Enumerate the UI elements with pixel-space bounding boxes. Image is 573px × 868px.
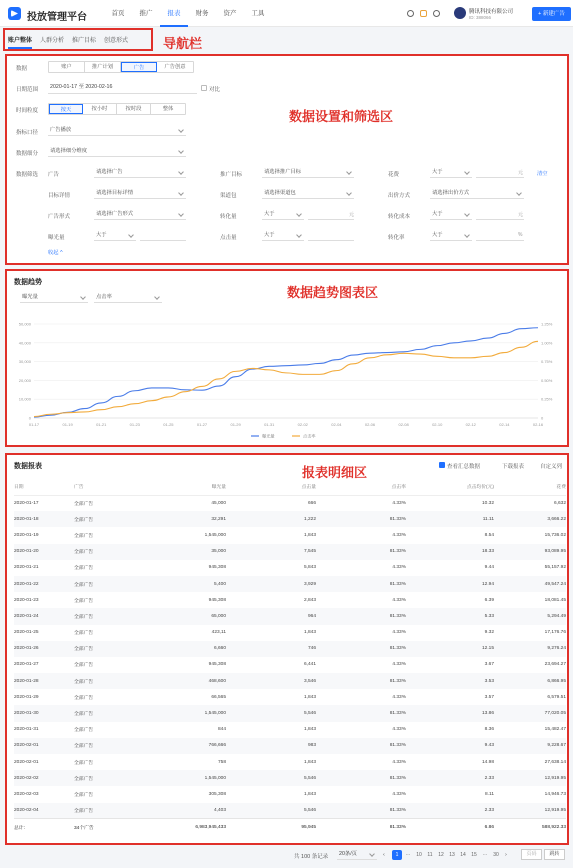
page-13[interactable]: 13 [449, 852, 455, 858]
table-cell: 1,545,000 [204, 532, 226, 538]
nav-highlight-box [3, 28, 153, 51]
trend-title: 数据趋势 [14, 279, 42, 286]
col-ad[interactable]: 广告 [74, 484, 84, 490]
help-icon[interactable] [433, 10, 440, 17]
table-cell: 66,565 [211, 694, 226, 700]
table-cell: 5,294.49 [547, 613, 566, 619]
x-tick-label: 02-14 [499, 422, 510, 427]
table-cell: 2020-01-24 [14, 613, 39, 619]
table-cell: 5,843 [303, 565, 316, 571]
table-cell: 3,546 [303, 678, 316, 684]
table-cell: 全部广告 [74, 550, 94, 556]
table-cell: 11.11 [482, 516, 494, 522]
page-ellipsis[interactable]: ··· [405, 852, 411, 858]
filter-label: 数据筛选 [16, 172, 39, 178]
y-left-tick-label: 50,000 [18, 321, 31, 327]
table-cell: 305,308 [208, 791, 226, 797]
breakdown-label: 数据细分 [16, 151, 39, 157]
table-cell: 17,176.76 [544, 630, 566, 636]
add-circle-icon[interactable] [407, 10, 414, 17]
table-cell: 6,441 [303, 662, 316, 668]
account-id: ID: 388066 [469, 15, 492, 20]
table-cell: 3.53 [484, 678, 494, 684]
col-date[interactable]: 日期 [14, 484, 24, 490]
table-cell: 全部广告 [74, 792, 94, 798]
total-cell: 6,983,945,433 [195, 824, 226, 830]
x-tick-label: 02-16 [532, 422, 544, 427]
notification-icon[interactable] [420, 10, 427, 17]
table-cell: 9.44 [484, 565, 494, 571]
table-cell: 5.33 [484, 613, 494, 619]
page-14[interactable]: 14 [460, 852, 466, 858]
table-cell: 全部广告 [74, 776, 94, 782]
table-cell: 18.33 [481, 549, 494, 555]
table-cell: 2020-01-22 [14, 581, 39, 587]
table-cell: 全部广告 [74, 582, 94, 588]
table-cell: 2020-02-03 [14, 791, 39, 797]
report-highlight-box [5, 453, 569, 845]
table-cell: 10.32 [481, 500, 494, 506]
table-cell: 1,843 [303, 532, 316, 538]
x-tick-label: 02-02 [297, 422, 308, 427]
table-cell: 81.33% [389, 775, 406, 781]
table-cell: 746 [307, 646, 316, 652]
pager-total: 共 100 条记录 [294, 854, 329, 860]
table-cell: 4,403 [213, 807, 226, 813]
breakdown-select[interactable]: 请选择细分维度 [48, 146, 186, 157]
table-cell: 6,866.95 [547, 678, 566, 684]
y-left-tick-label: 10,000 [18, 396, 31, 402]
pager-prev-icon[interactable]: ‹ [383, 852, 385, 858]
table-cell: 全部广告 [74, 614, 94, 620]
table-cell: 4.33% [392, 662, 406, 668]
custom-columns-button[interactable]: 自定义列 [540, 464, 563, 470]
filter-cost-op[interactable]: 大于 [430, 167, 472, 178]
table-cell: 1,843 [303, 727, 316, 733]
table-cell: 12.15 [481, 646, 494, 652]
table-cell: 6,579.51 [547, 694, 566, 700]
table-cell: 8.54 [484, 532, 494, 538]
table-cell: 2020-01-29 [14, 694, 39, 700]
filter-goal-select[interactable]: 请选择推广目标 [262, 167, 354, 178]
table-cell: 55,157.92 [544, 565, 566, 571]
company-name[interactable]: 腾讯科技有限公司 [469, 9, 514, 15]
tab-audience[interactable]: 人群分析 [40, 38, 65, 44]
y-left-tick-label: 30,000 [18, 359, 31, 365]
x-tick-label: 01-29 [230, 422, 241, 427]
filter-cvr-op[interactable]: 大于 [430, 230, 472, 241]
time-tab-overall[interactable]: 整体 [162, 106, 174, 112]
table-cell: 12,919.95 [544, 775, 566, 781]
table-cell: 1,545,000 [204, 775, 226, 781]
x-tick-label: 01-17 [28, 422, 40, 427]
table-cell: 45,000 [211, 500, 226, 506]
col-clicks[interactable]: 点击量 [301, 484, 316, 490]
table-cell: 全部广告 [74, 517, 94, 523]
table-cell: 1,545,000 [204, 711, 226, 717]
table-cell: 8.11 [485, 791, 494, 797]
table-cell: 81.33% [389, 646, 406, 652]
nav-finance[interactable]: 财务 [195, 10, 209, 17]
col-impressions[interactable]: 曝光量 [211, 484, 226, 490]
page-12[interactable]: 12 [438, 852, 444, 858]
page-11[interactable]: 11 [427, 852, 433, 858]
table-cell: 3.67 [484, 662, 494, 668]
table-cell: 5,400 [213, 581, 226, 587]
goto-page-input[interactable]: 页码 [521, 849, 542, 860]
total-cell: 588,922.33 [541, 824, 566, 830]
filter-impression-label: 曝光量 [48, 235, 65, 241]
y-right-tick-label: 0.25% [541, 396, 553, 402]
table-cell: 766,666 [208, 743, 226, 749]
table-cell: 8.36 [484, 727, 494, 733]
table-cell: 35,000 [211, 549, 226, 555]
table-cell: 2020-01-20 [14, 549, 39, 555]
filter-cvr-unit: % [518, 232, 523, 238]
page-30[interactable]: 30 [493, 852, 499, 858]
total-cell: 6.86 [484, 824, 494, 830]
filter-conv-cost-label: 转化成本 [388, 214, 411, 220]
filter-conversion-op[interactable]: 大于 [262, 209, 304, 220]
top-bar [0, 0, 573, 27]
table-cell: 4.33% [392, 694, 406, 700]
date-range-picker[interactable]: 2020-01-17 至 2020-02-16 [48, 82, 197, 94]
trend-metric2-select[interactable]: 点击率 [94, 292, 162, 303]
page-ellipsis-2[interactable]: ··· [482, 852, 488, 858]
dim-tab-ad[interactable]: 广告 [121, 62, 157, 72]
table-cell: 18,081.45 [544, 597, 566, 603]
download-report-button[interactable]: 下载报表 [502, 464, 525, 470]
total-cell: 81.33% [389, 824, 406, 830]
filter-cost-label: 花费 [388, 172, 400, 178]
table-cell: 全部广告 [74, 533, 94, 539]
nav-tools[interactable]: 工具 [251, 10, 265, 17]
table-cell: 2020-01-27 [14, 662, 39, 668]
table-cell: 844 [217, 727, 226, 733]
table-cell: 全部广告 [74, 679, 94, 685]
table-cell: 2020-01-30 [14, 711, 39, 717]
x-tick-label: 02-12 [465, 422, 476, 427]
table-cell: 81.33% [389, 613, 406, 619]
dim-label: 数据 [16, 66, 28, 72]
filter-format-label: 广告形式 [48, 214, 71, 220]
filter-goal-detail-select[interactable]: 请选择目标详情 [94, 188, 186, 199]
date-label: 日期范围 [16, 87, 39, 93]
col-ctr[interactable]: 点击率 [391, 484, 406, 490]
time-tab-period[interactable]: 按时段 [117, 104, 151, 114]
x-tick-label: 01-25 [163, 422, 174, 427]
page-15[interactable]: 15 [471, 852, 477, 858]
x-tick-label: 02-08 [398, 422, 409, 427]
time-tab-day[interactable]: 按天 [49, 104, 83, 114]
table-cell: 423,11 [211, 630, 226, 636]
x-tick-label: 01-23 [129, 422, 140, 427]
table-cell: 65,000 [211, 613, 226, 619]
table-cell: 全部广告 [74, 598, 94, 604]
filter-click-op[interactable]: 大于 [262, 230, 304, 241]
metric-label: 指标口径 [16, 130, 39, 136]
table-cell: 666 [307, 500, 316, 506]
table-cell: 468,600 [208, 678, 226, 684]
filter-annotation: 数据设置和筛选区 [289, 109, 394, 124]
table-cell: 2020-01-26 [14, 646, 39, 652]
total-cell: 95,945 [301, 824, 316, 830]
y-left-tick-label: 40,000 [18, 340, 31, 346]
table-cell: 1,843 [303, 694, 316, 700]
filter-highlight-box [5, 54, 569, 265]
table-cell: 全部广告 [74, 566, 94, 572]
table-cell: 93,089.95 [544, 549, 566, 555]
filter-impression-op[interactable]: 大于 [94, 230, 136, 241]
dim-tab-creative[interactable]: 广告创意 [164, 64, 186, 70]
logo-icon [8, 7, 21, 20]
table-cell: 2020-01-25 [14, 630, 39, 636]
table-cell: 2020-02-04 [14, 807, 39, 813]
dim-tab-plan[interactable]: 推广计划 [85, 62, 121, 72]
table-cell: 全部广告 [74, 808, 94, 814]
table-cell: 2020-01-23 [14, 597, 39, 603]
table-cell: 6,632 [553, 500, 566, 506]
table-cell: 4.33% [392, 500, 406, 506]
table-cell: 全部广告 [74, 501, 94, 507]
report-annotation: 报表明细区 [302, 465, 368, 480]
filter-channel-label: 渠道包 [220, 193, 237, 199]
table-cell: 1,843 [303, 630, 316, 636]
table-cell: 14.98 [481, 759, 494, 765]
table-cell: 全部广告 [74, 712, 94, 718]
table-cell: 3,666.22 [547, 516, 566, 522]
table-cell: 23,694.27 [544, 662, 566, 668]
table-cell: 1,843 [303, 759, 316, 765]
table-cell: 4.33% [392, 532, 406, 538]
y-right-tick-label: 0 [541, 415, 544, 421]
table-cell: 9,276.24 [547, 646, 566, 652]
col-cost[interactable]: 花费 [556, 484, 566, 490]
table-cell: 5,546 [303, 711, 316, 717]
table-cell: 32,291 [211, 516, 226, 522]
table-cell: 81.33% [389, 807, 406, 813]
table-cell: 77,020.05 [544, 711, 566, 717]
table-cell: 全部广告 [74, 647, 94, 653]
filter-cost-unit: 元 [518, 170, 524, 176]
x-tick-label: 01-31 [264, 422, 275, 427]
total-cell: 总计: [14, 825, 25, 831]
table-cell: 9.43 [484, 743, 494, 749]
table-cell: 全部广告 [74, 728, 94, 734]
table-cell: 945,308 [208, 565, 226, 571]
table-cell: 2020-01-17 [14, 500, 39, 506]
nav-home[interactable]: 首页 [111, 10, 125, 17]
filter-channel-select[interactable]: 请选择渠道包 [262, 188, 354, 199]
y-left-tick-label: 20,000 [18, 377, 31, 383]
filter-ad-label: 广告 [48, 172, 60, 178]
jump-button[interactable]: 跳转 [544, 849, 565, 860]
filter-goal-label: 推广目标 [220, 172, 243, 178]
filter-goal-detail-label: 目标详情 [48, 193, 71, 199]
new-ad-button[interactable]: + 新建广告 [532, 7, 571, 21]
table-cell: 7,545 [303, 549, 316, 555]
y-left-tick-label: 0 [28, 415, 31, 421]
table-cell: 4.33% [392, 630, 406, 636]
table-cell: 81.33% [389, 549, 406, 555]
table-cell: 全部广告 [74, 760, 94, 766]
x-tick-label: 02-10 [432, 422, 443, 427]
table-cell: 12,919.95 [544, 807, 566, 813]
nav-annotation: 导航栏 [163, 36, 203, 51]
table-cell: 4.33% [392, 727, 406, 733]
table-cell: 2020-01-28 [14, 678, 39, 684]
table-cell: 9,228.67 [547, 743, 566, 749]
trend-metric1-select[interactable]: 曝光量 [20, 292, 88, 303]
pager-next-icon[interactable]: › [505, 852, 507, 858]
table-cell: 1,843 [303, 791, 316, 797]
table-cell: 2020-01-31 [14, 727, 39, 733]
table-cell: 2020-02-02 [14, 775, 39, 781]
clear-filters-link[interactable]: 清空 [537, 171, 548, 177]
collapse-filters-link[interactable]: 收起 ^ [48, 250, 63, 256]
table-cell: 全部广告 [74, 663, 94, 669]
filter-conversion-unit: 元 [349, 212, 355, 218]
table-cell: 12.94 [481, 581, 494, 587]
table-cell: 15,736.02 [544, 532, 566, 538]
time-label: 时间粒度 [16, 108, 39, 114]
table-cell: 945,308 [208, 597, 226, 603]
table-cell: 964 [307, 613, 316, 619]
table-cell: 983 [307, 743, 316, 749]
table-cell: 9.32 [484, 630, 494, 636]
tab-promotion-goal[interactable]: 推广目标 [72, 38, 97, 44]
table-cell: 758 [217, 759, 226, 765]
table-cell: 4.33% [392, 565, 406, 571]
total-cell: 34个广告 [74, 825, 94, 831]
table-cell: 3.57 [484, 694, 494, 700]
nav-assets[interactable]: 资产 [223, 10, 237, 17]
page-10[interactable]: 10 [416, 852, 422, 858]
nav-report[interactable]: 报表 [160, 0, 188, 27]
compare-label: 对比 [209, 87, 221, 93]
col-cpc[interactable]: 点击均价(元) [466, 484, 494, 490]
summary-toggle-label: 查看汇总数据 [447, 464, 481, 470]
table-cell: 2.33 [484, 807, 494, 813]
table-cell: 全部广告 [74, 695, 94, 701]
table-cell: 6.39 [484, 597, 494, 603]
table-cell: 1,222 [303, 516, 316, 522]
filter-ad-select[interactable]: 请选择广告 [94, 167, 186, 178]
filter-cvr-label: 转化率 [388, 235, 405, 241]
table-cell: 2020-02-01 [14, 759, 39, 765]
table-cell: 2020-01-18 [14, 516, 39, 522]
avatar[interactable] [454, 7, 466, 19]
y-right-tick-label: 1.00% [541, 340, 553, 346]
table-cell: 2020-01-19 [14, 532, 39, 538]
table-cell: 全部广告 [74, 631, 94, 637]
table-cell: 5,546 [303, 775, 316, 781]
filter-bid-select[interactable]: 请选择出价方式 [430, 188, 524, 199]
table-cell: 2.33 [484, 775, 494, 781]
table-cell: 49,547.24 [544, 581, 566, 587]
table-cell: 81.33% [389, 711, 406, 717]
legend-label-0: 曝光量 [262, 433, 275, 439]
y-right-tick-label: 0.50% [541, 377, 553, 383]
table-cell: 81.33% [389, 678, 406, 684]
x-tick-label: 02-06 [364, 422, 376, 427]
filter-bid-label: 出价方式 [388, 193, 411, 199]
filter-click-label: 点击量 [220, 235, 237, 241]
table-cell: 5,546 [303, 807, 316, 813]
nav-promotion[interactable]: 推广 [139, 10, 153, 17]
x-tick-label: 01-19 [62, 422, 73, 427]
trend-annotation: 数据趋势图表区 [287, 285, 379, 300]
y-right-tick-label: 0.75% [541, 359, 553, 365]
table-cell: 4.33% [392, 759, 406, 765]
table-cell: 81.33% [389, 743, 406, 749]
table-cell: 全部广告 [74, 744, 94, 750]
table-cell: 945,308 [208, 662, 226, 668]
pager-per-page[interactable]: 20条/页 [337, 849, 377, 860]
tab-account-overall[interactable]: 账户整体 [8, 35, 32, 49]
table-cell: 13.86 [481, 711, 494, 717]
table-cell: 15,482.47 [544, 727, 566, 733]
table-cell: 81.33% [389, 581, 406, 587]
pagination [0, 846, 573, 864]
table-cell: 2020-02-01 [14, 743, 39, 749]
filter-conv-cost-unit: 元 [518, 212, 524, 218]
y-right-tick-label: 1.25% [541, 321, 553, 327]
table-cell: 14,946.73 [544, 791, 566, 797]
table-cell: 81.33% [389, 516, 406, 522]
tab-creative-format[interactable]: 创意形式 [104, 38, 129, 44]
brand-title: 投放管理平台 [27, 12, 87, 23]
report-title: 数据报表 [14, 463, 42, 470]
x-tick-label: 01-27 [196, 422, 208, 427]
filter-conv-cost-op[interactable]: 大于 [430, 209, 472, 220]
x-tick-label: 01-21 [96, 422, 107, 427]
legend-label-1: 点击率 [303, 433, 316, 439]
filter-format-select[interactable]: 请选择广告形式 [94, 209, 186, 220]
table-cell: 3,929 [303, 581, 316, 587]
dim-tab-account[interactable]: 账户 [49, 62, 85, 72]
page-1[interactable]: 1 [392, 850, 402, 860]
table-cell: 2020-01-21 [14, 565, 39, 571]
table-cell: 4.33% [392, 791, 406, 797]
table-cell: 4.33% [392, 597, 406, 603]
time-tab-hour[interactable]: 按小时 [83, 104, 117, 114]
table-cell: 2,843 [303, 597, 316, 603]
table-cell: 6,660 [213, 646, 226, 652]
table-cell: 27,638.14 [544, 759, 566, 765]
main-nav [104, 0, 272, 27]
x-tick-label: 02-04 [331, 422, 342, 427]
metric-select[interactable]: 广告播放 [48, 125, 186, 136]
filter-conversion-label: 转化量 [220, 214, 237, 220]
